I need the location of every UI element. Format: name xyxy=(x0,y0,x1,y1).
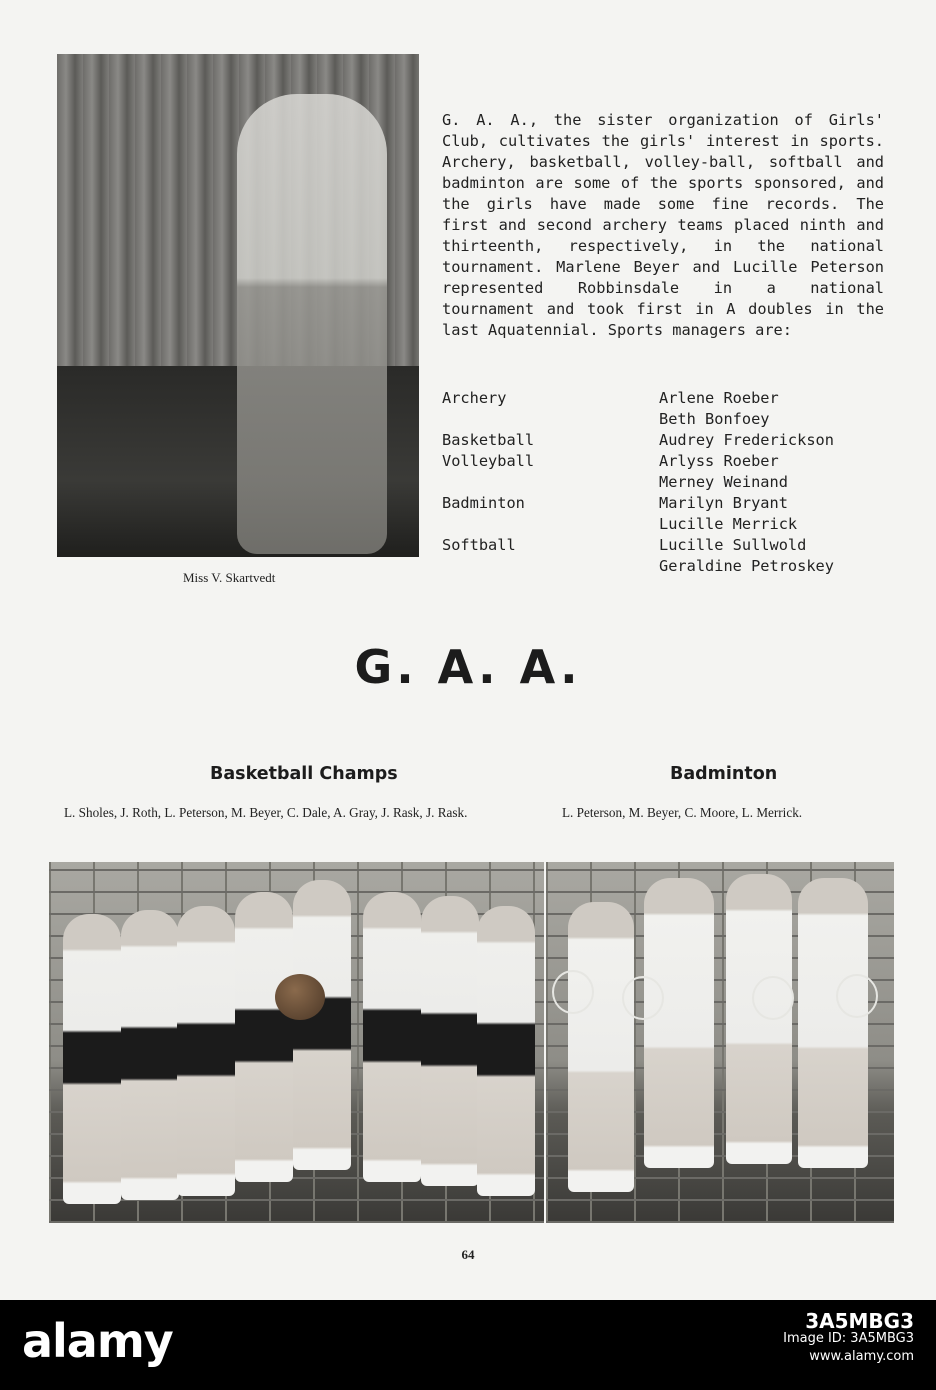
badminton-names: L. Peterson, M. Beyer, C. Moore, L. Merrick. xyxy=(562,805,803,820)
badminton-racket xyxy=(552,970,594,1014)
basketball xyxy=(275,974,325,1020)
badminton-heading: Badminton xyxy=(670,764,778,784)
article-body: G. A. A., the sister organization of Girls' Club, cultivates the girls' interest in sports. Archery, basketball, volley-ball, softball and badminton are some of the sports sponsored, and the girls have made some fine records. The first and second archery teams placed ninth and thirteenth, respectively, in the national tournament. Marlene Beyer and Lucille Peterson represented Robbinsdale in a national tournament and took first in A doubles in the last Aquatennial. Sports managers are: xyxy=(442,111,884,339)
manager-name: Beth Bonfoey xyxy=(659,410,770,428)
manager-row xyxy=(442,430,902,451)
badminton-racket xyxy=(752,976,794,1020)
watermark-footer xyxy=(0,1300,936,1390)
team-member xyxy=(421,896,479,1186)
image-info xyxy=(783,1309,914,1366)
manager-sport: Badminton xyxy=(442,494,525,512)
teacher-figure xyxy=(237,94,387,554)
team-member xyxy=(798,878,868,1168)
team-member xyxy=(644,878,714,1168)
alamy-logo: alamy xyxy=(22,1314,173,1368)
manager-name: Merney Weinand xyxy=(659,473,788,491)
image-id-label: Image ID: 3A5MBG3 xyxy=(783,1331,914,1346)
manager-sport: Basketball xyxy=(442,431,535,449)
manager-row xyxy=(442,493,902,535)
basketball-heading: Basketball Champs xyxy=(210,764,398,784)
team-member xyxy=(363,892,421,1182)
manager-name: Arlyss Roeber xyxy=(659,452,779,470)
badminton-racket xyxy=(622,976,664,1020)
sports-managers-list xyxy=(442,388,902,577)
manager-name: Lucille Sullwold xyxy=(659,536,807,554)
manager-sport: Volleyball xyxy=(442,452,535,470)
team-member xyxy=(121,910,179,1200)
team-member xyxy=(293,880,351,1170)
manager-row xyxy=(442,451,902,493)
team-member xyxy=(726,874,792,1164)
team-member xyxy=(63,914,121,1204)
site-url: www.alamy.com xyxy=(809,1349,914,1364)
basketball-team-photo xyxy=(49,862,544,1223)
manager-sport: Archery xyxy=(442,389,507,407)
manager-row xyxy=(442,388,902,430)
basketball-names: L. Sholes, J. Roth, L. Peterson, M. Beyer, C. Dale, A. Gray, J. Rask, J. Rask. xyxy=(64,805,468,820)
manager-name: Audrey Frederickson xyxy=(659,431,834,449)
manager-name: Geraldine Petroskey xyxy=(659,557,834,575)
manager-name: Marilyn Bryant xyxy=(659,494,788,512)
badminton-racket xyxy=(836,974,878,1018)
team-member xyxy=(177,906,235,1196)
manager-sport: Softball xyxy=(442,536,516,554)
badminton-team-photo xyxy=(546,862,894,1223)
manager-name: Arlene Roeber xyxy=(659,389,779,407)
manager-name: Lucille Merrick xyxy=(659,515,798,533)
page-title: G. A. A. xyxy=(354,640,582,694)
team-member xyxy=(235,892,293,1182)
page-number: 64 xyxy=(461,1247,475,1262)
team-member xyxy=(568,902,634,1192)
photo-caption: Miss V. Skartvedt xyxy=(183,570,276,585)
team-member xyxy=(477,906,535,1196)
manager-row xyxy=(442,535,902,577)
teacher-photo xyxy=(57,54,419,557)
image-code: 3A5MBG3 xyxy=(805,1309,914,1333)
